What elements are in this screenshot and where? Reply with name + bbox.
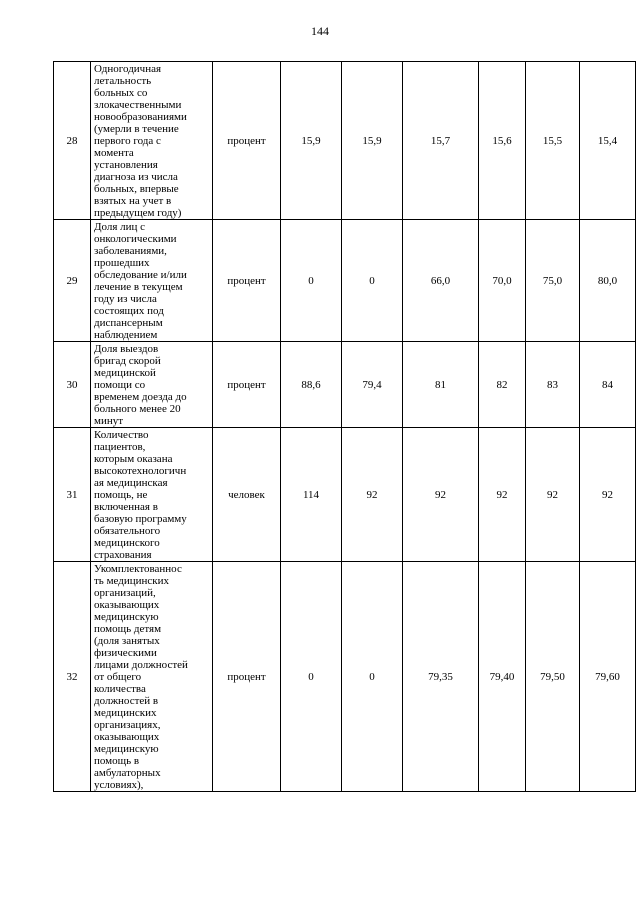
row-number: 31 — [54, 428, 91, 562]
value-cell: 81 — [403, 342, 479, 428]
unit-cell: процент — [213, 62, 281, 220]
table-row — [54, 62, 636, 220]
table-body — [54, 62, 636, 792]
description-line: организациях, — [94, 719, 161, 731]
indicator-description — [91, 220, 213, 342]
value-cell: 15,9 — [281, 62, 342, 220]
row-number: 28 — [54, 62, 91, 220]
value-cell: 79,4 — [342, 342, 403, 428]
description-line: Доля лиц с — [94, 221, 146, 233]
description-line: первого года с — [94, 135, 161, 147]
table-row — [54, 220, 636, 342]
indicators-table — [53, 61, 636, 792]
value-cell: 0 — [342, 220, 403, 342]
unit-cell: человек — [213, 428, 281, 562]
description-line: году из числа — [94, 293, 157, 305]
description-line: пациентов, — [94, 441, 146, 453]
description-line: установления — [94, 159, 158, 171]
value-cell: 79,60 — [580, 562, 636, 792]
description-line: летальность — [94, 75, 152, 87]
description-line: состоящих под — [94, 305, 164, 317]
description-line: высокотехнологичн — [94, 465, 187, 477]
unit-cell: процент — [213, 220, 281, 342]
description-line: которым оказана — [94, 453, 173, 465]
description-line: заболеваниями, — [94, 245, 167, 257]
table-row — [54, 562, 636, 792]
description-line: ть медицинских — [94, 575, 170, 587]
indicator-description — [91, 62, 213, 220]
description-line: минут — [94, 415, 124, 427]
description-line: должностей в — [94, 695, 159, 707]
value-cell: 70,0 — [479, 220, 526, 342]
description-line: физическими — [94, 647, 157, 659]
value-cell: 66,0 — [403, 220, 479, 342]
value-cell: 82 — [479, 342, 526, 428]
table-row — [54, 342, 636, 428]
description-line: Доля выездов — [94, 343, 159, 355]
description-line: бригад скорой — [94, 355, 161, 367]
value-cell: 15,9 — [342, 62, 403, 220]
description-line: больных, впервые — [94, 183, 179, 195]
description-line: обследование и/или — [94, 269, 187, 281]
description-line: прошедших — [94, 257, 150, 269]
value-cell: 92 — [403, 428, 479, 562]
indicator-description — [91, 562, 213, 792]
unit-cell: процент — [213, 562, 281, 792]
description-line: количества — [94, 683, 146, 695]
value-cell: 15,6 — [479, 62, 526, 220]
description-line: оказывающих — [94, 599, 160, 611]
value-cell: 92 — [580, 428, 636, 562]
description-line: предыдущем году) — [94, 207, 182, 219]
description-line: помощи со — [94, 379, 146, 391]
value-cell: 79,40 — [479, 562, 526, 792]
value-cell: 15,4 — [580, 62, 636, 220]
description-line: условиях), — [94, 779, 144, 791]
description-line: лечение в текущем — [94, 281, 183, 293]
description-line: базовую программу — [94, 513, 187, 525]
value-cell: 92 — [479, 428, 526, 562]
description-line: больного менее 20 — [94, 403, 181, 415]
value-cell: 0 — [342, 562, 403, 792]
description-line: злокачественными — [94, 99, 182, 111]
unit-cell: процент — [213, 342, 281, 428]
description-line: медицинского — [94, 537, 160, 549]
value-cell: 80,0 — [580, 220, 636, 342]
description-line: диспансерным — [94, 317, 163, 329]
row-number: 29 — [54, 220, 91, 342]
description-line: организаций, — [94, 587, 156, 599]
description-line: включенная в — [94, 501, 158, 513]
indicator-description — [91, 428, 213, 562]
description-line: медицинской — [94, 367, 156, 379]
description-line: временем доезда до — [94, 391, 187, 403]
value-cell: 92 — [342, 428, 403, 562]
value-cell: 15,7 — [403, 62, 479, 220]
description-line: Одногодичная — [94, 63, 162, 75]
value-cell: 0 — [281, 562, 342, 792]
value-cell: 83 — [526, 342, 580, 428]
value-cell: 79,35 — [403, 562, 479, 792]
indicator-description — [91, 342, 213, 428]
description-line: страхования — [94, 549, 152, 561]
value-cell: 114 — [281, 428, 342, 562]
description-line: Укомплектованнос — [94, 563, 182, 575]
description-line: больных со — [94, 87, 148, 99]
row-number: 30 — [54, 342, 91, 428]
value-cell: 84 — [580, 342, 636, 428]
description-line: оказывающих — [94, 731, 160, 743]
page-number: 144 — [311, 24, 329, 38]
description-line: наблюдением — [94, 329, 158, 341]
description-line: медицинскую — [94, 743, 159, 755]
description-line: амбулаторных — [94, 767, 161, 779]
value-cell: 15,5 — [526, 62, 580, 220]
value-cell: 92 — [526, 428, 580, 562]
description-line: помощь детям — [94, 623, 162, 635]
description-line: Количество — [94, 429, 149, 441]
row-number: 32 — [54, 562, 91, 792]
description-line: медицинскую — [94, 611, 159, 623]
description-line: момента — [94, 147, 134, 159]
value-cell: 88,6 — [281, 342, 342, 428]
description-line: новообразованиями — [94, 111, 187, 123]
description-line: помощь, не — [94, 489, 148, 501]
description-line: медицинских — [94, 707, 157, 719]
description-line: обязательного — [94, 525, 161, 537]
description-line: онкологическими — [94, 233, 177, 245]
description-line: диагноза из числа — [94, 171, 178, 183]
description-line: помощь в — [94, 755, 140, 767]
description-line: взятых на учет в — [94, 195, 172, 207]
description-line: ая медицинская — [94, 477, 168, 489]
value-cell: 75,0 — [526, 220, 580, 342]
value-cell: 79,50 — [526, 562, 580, 792]
table-row — [54, 428, 636, 562]
description-line: (умерли в течение — [94, 123, 179, 135]
description-line: от общего — [94, 671, 142, 683]
description-line: (доля занятых — [94, 635, 160, 647]
value-cell: 0 — [281, 220, 342, 342]
description-line: лицами должностей — [94, 659, 188, 671]
